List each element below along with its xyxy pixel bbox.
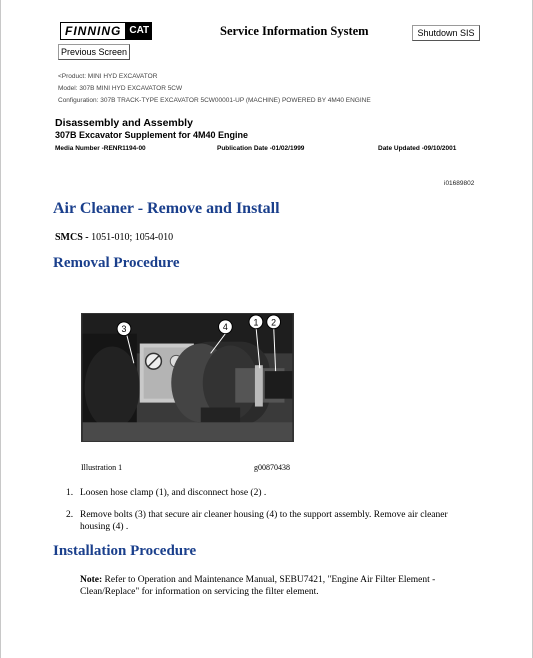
illustration-code: g00870438 xyxy=(254,463,290,472)
media-info-row xyxy=(55,145,483,155)
shutdown-sis-button[interactable]: Shutdown SIS xyxy=(412,25,480,41)
step-text: Loosen hose clamp (1), and disconnect hose (2) . xyxy=(80,488,267,498)
section-heading: Air Cleaner - Remove and Install xyxy=(53,200,280,217)
smcs-label: SMCS - xyxy=(55,232,89,243)
svg-text:2: 2 xyxy=(271,317,277,328)
illustration-photo xyxy=(81,313,294,442)
callout-4 xyxy=(219,320,233,334)
smcs-line xyxy=(55,232,173,243)
meta-model: Model: 307B MINI HYD EXCAVATOR 5CW xyxy=(58,85,183,92)
note-text: Refer to Operation and Maintenance Manual, SEBU7421, "Engine Air Filter Element - Clean/Replace" for information on servicing the filter element. xyxy=(80,575,436,597)
smcs-value: 1051-010; 1054-010 xyxy=(88,232,174,243)
note-paragraph xyxy=(80,574,480,598)
note-label: Note: xyxy=(80,575,103,585)
logo-badge: CAT xyxy=(126,22,152,40)
svg-text:1: 1 xyxy=(253,317,259,328)
illustration-caption: Illustration 1 xyxy=(81,463,123,472)
step-text: Remove bolts (3) that secure air cleaner housing (4) to the support assembly. Remove air cleaner housing (4) . xyxy=(80,510,448,532)
step-number: 1. xyxy=(66,488,74,498)
callout-3 xyxy=(117,322,131,336)
document-subtitle: 307B Excavator Supplement for 4M40 Engine xyxy=(55,130,249,140)
previous-screen-button[interactable]: Previous Screen xyxy=(58,44,130,60)
document-title: Disassembly and Assembly xyxy=(55,117,193,129)
date-updated: Date Updated -09/10/2001 xyxy=(378,145,457,152)
meta-configuration: Configuration: 307B TRACK-TYPE EXCAVATOR 5CW00001-UP (MACHINE) POWERED BY 4M40 ENGINE xyxy=(58,97,371,104)
meta-product: <Product: MINI HYD EXCAVATOR xyxy=(58,73,158,80)
system-title: Service Information System xyxy=(220,24,369,38)
image-id: i01689802 xyxy=(444,180,475,187)
callout-2 xyxy=(267,315,281,329)
svg-text:3: 3 xyxy=(121,324,127,335)
step-number: 2. xyxy=(66,510,74,520)
air-cleaner-photo xyxy=(82,314,293,441)
logo-text: FINNING xyxy=(60,22,126,40)
finning-cat-logo xyxy=(60,22,152,40)
media-number: Media Number -RENR1194-00 xyxy=(55,145,146,152)
installation-heading: Installation Procedure xyxy=(53,543,197,559)
removal-heading: Removal Procedure xyxy=(53,255,180,271)
callout-1 xyxy=(249,315,263,329)
svg-text:4: 4 xyxy=(222,322,228,333)
publication-date: Publication Date -01/02/1999 xyxy=(217,145,305,152)
